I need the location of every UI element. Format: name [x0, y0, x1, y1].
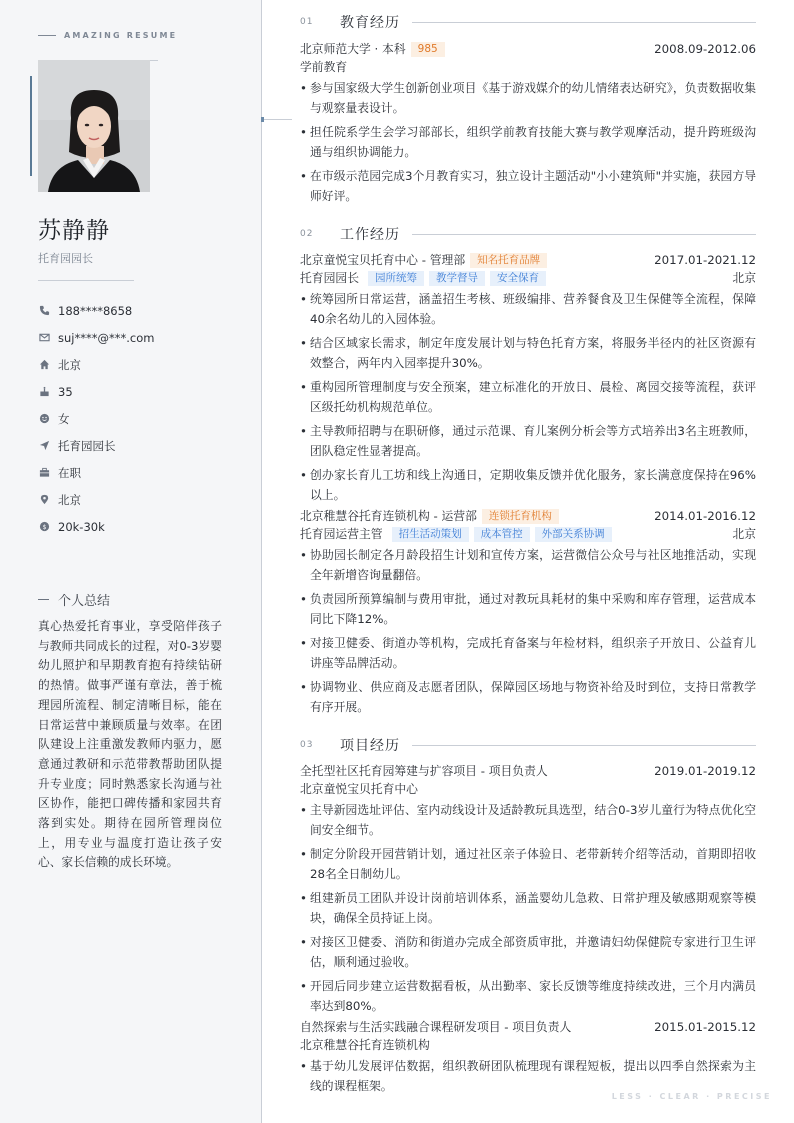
education-date: 2008.09-2012.06	[654, 42, 756, 56]
education-major: 学前教育	[300, 60, 348, 74]
bullet-item: • 参与国家级大学生创新创业项目《基于游戏媒介的幼儿情绪表达研究》，负责数据收集与观察量表设计。	[300, 78, 756, 118]
section-title: 工作经历	[340, 227, 400, 243]
bullet-item: • 对接区卫健委、消防和街道办完成全部资质审批，并邀请妇幼保健院专家进行卫生评估，顺利通过验收。	[300, 932, 756, 972]
send-icon	[38, 440, 50, 452]
profile-title: 托育园园长	[38, 252, 93, 265]
info-text: 女	[58, 411, 70, 426]
location-icon	[38, 494, 50, 506]
project-date: 2015.01-2015.12	[654, 1020, 756, 1034]
company-tag: 连锁托育机构	[482, 509, 559, 524]
bullet-item: • 担任院系学生会学习部部长，组织学前教育技能大赛与教学观摩活动，提升跨班级沟通与组织协调能力。	[300, 122, 756, 162]
info-text: 在职	[58, 465, 81, 480]
brand-text: AMAZING RESUME	[64, 31, 178, 40]
section-education-header	[300, 12, 756, 32]
project-bullets	[300, 800, 756, 1016]
project-org: 北京童悦宝贝托育中心	[300, 782, 418, 796]
contact-info-list	[38, 297, 154, 540]
info-text: suj****@***.com	[58, 330, 155, 345]
bullet-item: • 统筹园所日常运营，涵盖招生考核、班级编排、营养餐食及卫生保健等全流程，保障40余名幼儿的入园体验。	[300, 289, 756, 329]
info-residence	[38, 351, 154, 378]
phone-icon	[38, 305, 50, 317]
education-entry	[300, 40, 756, 210]
info-status	[38, 459, 154, 486]
bullet-item: • 结合区域家长需求，制定年度发展计划与特色托育方案，将服务半径内的社区资源有效整合，两年内入园率提升30%。	[300, 333, 756, 373]
work-date: 2017.01-2021.12	[654, 253, 756, 267]
briefcase-icon	[38, 467, 50, 479]
bullet-item: • 制定分阶段开园营销计划，通过社区亲子体验日、老带新转介绍等活动，首期即招收28名全日制幼儿。	[300, 844, 756, 884]
info-target-city	[38, 486, 154, 513]
info-age	[38, 378, 154, 405]
bullet-item: • 协调物业、供应商及志愿者团队，保障园区场地与物资补给及时到位，支持日常教学有序开展。	[300, 677, 756, 717]
cake-icon	[38, 386, 50, 398]
company-name: 北京童悦宝贝托育中心 - 管理部	[300, 253, 466, 267]
section-rule	[412, 745, 756, 746]
mail-icon	[38, 332, 50, 344]
summary-heading	[38, 590, 110, 609]
section-rule	[412, 22, 756, 23]
bullet-item: • 协助园长制定各月龄段招生计划和宣传方案，运营微信公众号与社区地推活动，实现全年新增咨询量翻倍。	[300, 545, 756, 585]
divider-tick	[262, 119, 292, 120]
company-name: 北京稚慧谷托育连锁机构 - 运营部	[300, 509, 477, 523]
project-org: 北京稚慧谷托育连锁机构	[300, 1038, 430, 1052]
home-icon	[38, 359, 50, 371]
divider-vertical	[261, 0, 262, 1123]
info-text: 北京	[58, 357, 81, 372]
section-projects-header	[300, 735, 756, 755]
info-gender	[38, 405, 154, 432]
skill-tag: 教学督导	[429, 271, 485, 286]
project-entry-2	[300, 1018, 756, 1100]
summary-text: 真心热爱托育事业，享受陪伴孩子与教师共同成长的过程，对0-3岁婴幼儿照护和早期教育抱有持续钻研的热情。做事严谨有章法，善于梳理园所流程、制定清晰目标，能在日常运营中兼顾质量与效率。在团队建设上注重激发教师内驱力，愿意通过教研和示范带教帮助团队提升专业度；同时熟悉家长沟通与社区协作，能把口碑传播和家园共育落到实处。期待在园所管理岗位上，用专业与温度打造让孩子安心、家长信赖的成长环境。	[38, 619, 222, 870]
profile-photo	[38, 60, 150, 192]
project-date: 2019.01-2019.12	[654, 764, 756, 778]
skill-tag: 招生活动策划	[392, 527, 469, 542]
profile-name: 苏静静	[38, 218, 110, 244]
skill-tag: 安全保育	[490, 271, 546, 286]
section-work-header	[300, 224, 756, 244]
section-title: 项目经历	[340, 738, 400, 754]
project-entry-1	[300, 762, 756, 1020]
company-tag: 知名托育品牌	[470, 253, 547, 268]
project-title: 全托型社区托育园筹建与扩容项目 - 项目负责人	[300, 764, 548, 778]
project-bullets	[300, 1056, 756, 1096]
work-city: 北京	[732, 271, 756, 285]
bullet-item: • 基于幼儿发展评估数据，组织教研团队梳理现有课程短板，提出以四季自然探索为主线的课程框架。	[300, 1056, 756, 1096]
bullet-item: • 创办家长育儿工坊和线上沟通日，定期收集反馈并优化服务，家长满意度保持在96%以上。	[300, 465, 756, 505]
info-text: 北京	[58, 492, 81, 507]
svg-text:$: $	[41, 522, 47, 531]
work-entry-2	[300, 507, 756, 721]
divider-marker	[261, 117, 264, 122]
brand-label	[38, 31, 177, 40]
info-text: 托育园园长	[58, 438, 116, 453]
school-name: 北京师范大学 · 本科	[300, 42, 406, 56]
bullet-item: • 对接卫健委、街道办等机构，完成托育备案与年检材料，组织亲子开放日、公益育儿讲座等品牌活动。	[300, 633, 756, 673]
section-title: 教育经历	[340, 15, 400, 31]
education-bullets	[300, 78, 756, 206]
bullet-item: • 主导教师招聘与在职研修，通过示范课、育儿案例分析会等方式培养出3名主班教师，团队稳定性显著提高。	[300, 421, 756, 461]
salary-icon	[38, 521, 50, 533]
footer-watermark: LESS · CLEAR · PRECISE	[611, 1092, 772, 1101]
work-entry-1	[300, 251, 756, 509]
section-number: 01	[300, 17, 314, 27]
info-salary	[38, 513, 154, 540]
info-text: 20k-30k	[58, 519, 105, 534]
bullet-item: • 在市级示范园完成3个月教育实习，独立设计主题活动"小小建筑师"并实施，获园方导师好评。	[300, 166, 756, 206]
skill-tag: 外部关系协调	[535, 527, 612, 542]
skill-tag: 园所统筹	[368, 271, 424, 286]
work-bullets	[300, 545, 756, 717]
project-title: 自然探索与生活实践融合课程研发项目 - 项目负责人	[300, 1020, 572, 1034]
summary-heading-text: 个人总结	[58, 594, 111, 609]
section-number: 02	[300, 229, 314, 239]
photo-accent-bar	[30, 76, 32, 176]
info-target-position	[38, 432, 154, 459]
info-text: 188****8658	[58, 303, 133, 318]
work-bullets	[300, 289, 756, 505]
bullet-item: • 开园后同步建立运营数据看板，从出勤率、家长反馈等维度持续改进，三个月内满员率达到80%。	[300, 976, 756, 1016]
info-text: 35	[58, 384, 73, 399]
smile-icon	[38, 413, 50, 425]
bullet-item: • 负责园所预算编制与费用审批，通过对教玩具耗材的集中采购和库存管理，运营成本同比下降12%。	[300, 589, 756, 629]
bullet-item: • 重构园所管理制度与安全预案，建立标准化的开放日、晨检、离园交接等流程，获评区级托幼机构规范单位。	[300, 377, 756, 417]
info-email	[38, 324, 154, 351]
info-phone	[38, 297, 154, 324]
skill-tag: 成本管控	[474, 527, 530, 542]
profile-separator	[38, 280, 134, 281]
bullet-item: • 组建新员工团队并设计岗前培训体系，涵盖婴幼儿急救、日常护理及敏感期观察等模块，确保全员持证上岗。	[300, 888, 756, 928]
work-city: 北京	[732, 527, 756, 541]
section-number: 03	[300, 740, 314, 750]
job-role: 托育园园长	[300, 271, 359, 285]
job-role: 托育园运营主管	[300, 527, 383, 541]
work-date: 2014.01-2016.12	[654, 509, 756, 523]
section-rule	[412, 234, 756, 235]
school-tag: 985	[411, 42, 445, 57]
bullet-item: • 主导新园选址评估、室内动线设计及适龄教玩具选型，结合0-3岁儿童行为特点优化空间安全细节。	[300, 800, 756, 840]
